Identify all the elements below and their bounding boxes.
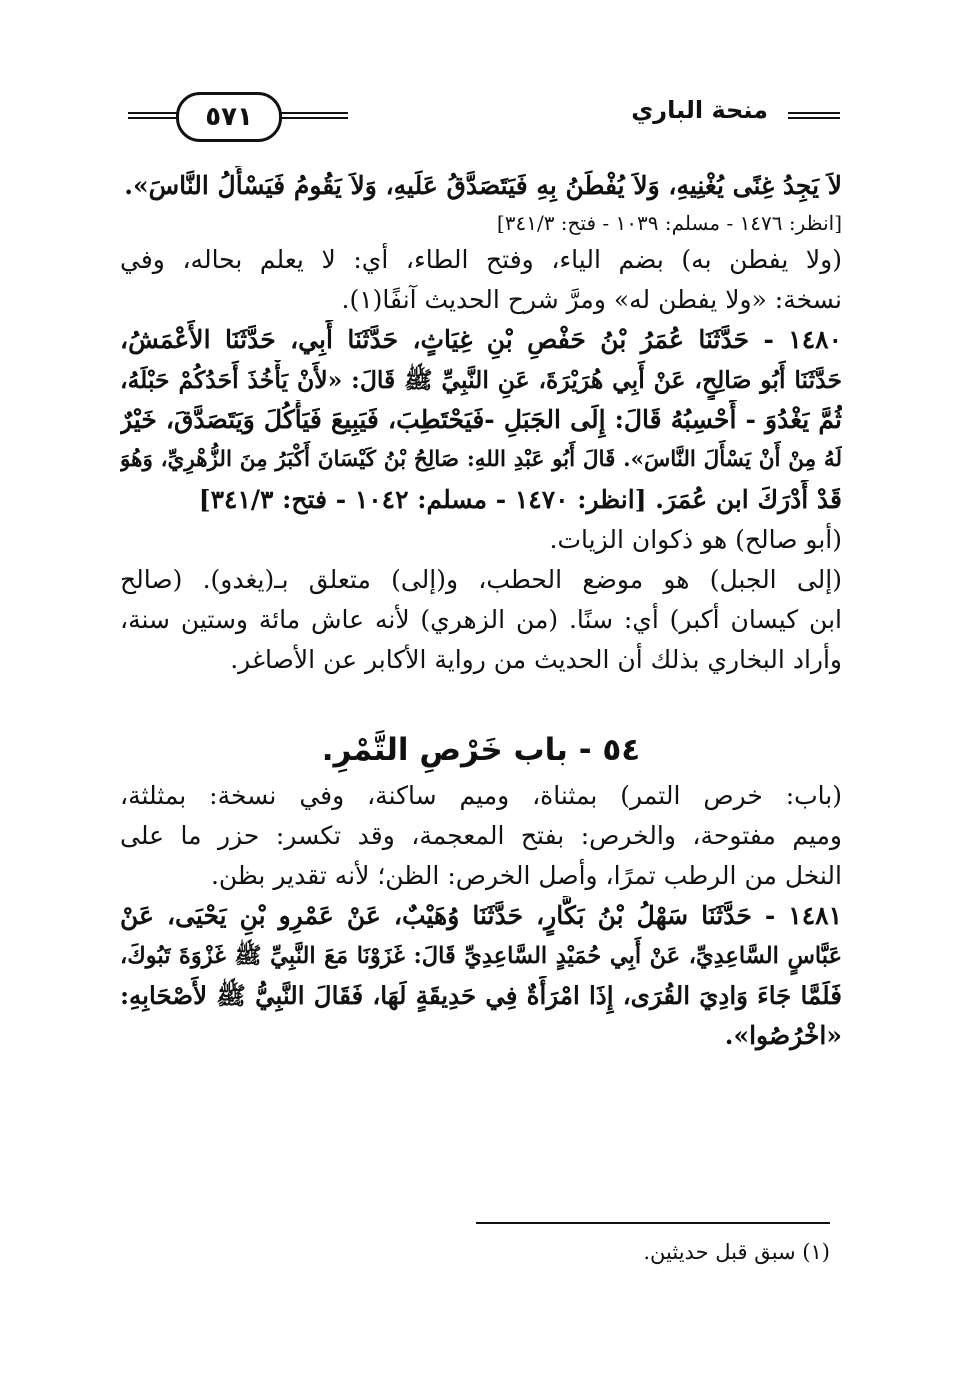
chapter-text-line: فَلَمَّا جَاءَ وَادِيَ القُرَى، إِذَا امْرَأَةٌ فِي حَدِيقَةٍ لَهَا، فَقَالَ النَّبِيُّ ﷺ لأَصْحَابِهِ:	[120, 981, 842, 1010]
text-line: لَهُ مِنْ أَنْ يَسْأَلَ النَّاسَ». قَالَ أَبُو عَبْدِ اللهِ: صَالِحُ بْنُ كَيْسَانَ أَكْبَرُ مِنَ الزُّهْرِيِّ، وَهُوَ	[120, 447, 842, 472]
page-number-badge	[176, 92, 282, 142]
text-line: ثُمَّ يَغْدُوَ - أَحْسِبُهُ قَالَ: إِلَى الجَبَلِ -فَيَحْتَطِبَ، فَيَبِيعَ فَيَأْكُلَ وَيَتَصَدَّقَ، خَيْرٌ	[120, 405, 842, 434]
header-rule-right	[788, 112, 840, 119]
text-line: ابن كيسان أكبر) أي: سنًا. (من الزهري) لأنه عاش مائة وستين سنة،	[120, 605, 842, 634]
text-line: حَدَّثَنَا أَبُو صَالِحٍ، عَنْ أَبِي هُرَيْرَةَ، عَنِ النَّبِيِّ ﷺ قَالَ: «لأَنْ يَأْخُذَ أَحَدُكُمْ حَبْلَهُ،	[120, 366, 842, 394]
text-line: (إلى الجبل) هو موضع الحطب، و(إلى) متعلق بـ(يغدو). (صالح	[120, 565, 842, 594]
text-line: (أبو صالح) هو ذكوان الزيات.	[549, 525, 842, 554]
chapter-text-line: وميم مفتوحة، والخرص: بفتح المعجمة، وقد تكسر: حزر ما على	[120, 821, 842, 850]
text-line: نسخة: «ولا يفطن له» ومرَّ شرح الحديث آنفًا(١).	[341, 285, 842, 314]
chapter-text-line: عَبَّاسٍ السَّاعِدِيِّ، عَنْ أَبِي حُمَيْدٍ السَّاعِدِيِّ قَالَ: غَزَوْنَا مَعَ النَّبِيِّ ﷺ غَزْوَةَ تَبُوكَ،	[120, 943, 842, 969]
text-line: وأراد البخاري بذلك أن الحديث من رواية الأكابر عن الأصاغر.	[230, 645, 842, 674]
header-rule-left	[128, 112, 180, 119]
page-body	[120, 166, 842, 1056]
section-spacer	[120, 680, 842, 724]
footnote-divider	[476, 1222, 830, 1224]
text-line: ١٤٨٠ - حَدَّثَنَا عُمَرُ بْنُ حَفْصِ بْنِ غِيَاثٍ، حَدَّثَنَا أَبِي، حَدَّثَنَا الأَعْمَشُ،	[120, 325, 842, 354]
chapter-text-line: «اخْرُصُوا».	[724, 1021, 842, 1050]
running-title: منحة الباري	[631, 96, 768, 124]
chapter-text-line: ١٤٨١ - حَدَّثَنَا سَهْلُ بْنُ بَكَّارٍ، حَدَّثَنَا وُهَيْبٌ، عَنْ عَمْرِو بْنِ يَحْيَى، عَنْ	[120, 901, 842, 930]
chapter-section	[120, 776, 842, 1056]
text-line: [انظر: ١٤٧٦ - مسلم: ١٠٣٩ - فتح: ٣٤١/٣]	[496, 211, 842, 235]
page-number: ٥٧١	[205, 102, 253, 132]
chapter-text-line: (باب: خرص التمر) بمثناة، وميم ساكنة، وفي نسخة: بمثلثة،	[120, 781, 842, 810]
footnote: (١) سبق قبل حديثين.	[643, 1240, 830, 1264]
text-line: (ولا يفطن به) بضم الياء، وفتح الطاء، أي: لا يعلم بحاله، وفي	[120, 245, 842, 274]
text-line: لاَ يَجِدُ غِنًى يُغْنِيهِ، وَلاَ يُفْطَنُ بِهِ فَيَتَصَدَّقُ عَلَيهِ، وَلاَ يَقُومُ فَيَسْأَلُ النَّاسَ».	[124, 171, 842, 200]
page-header	[128, 88, 840, 146]
text-line: قَدْ أَدْرَكَ ابن عُمَرَ. [انظر: ١٤٧٠ - مسلم: ١٠٤٢ - فتح: ٣٤١/٣]	[198, 485, 842, 514]
commentary-section	[120, 166, 842, 680]
chapter-text-line: النخل من الرطب تمرًا، وأصل الخرص: الظن؛ لأنه تقدير بظن.	[210, 861, 842, 890]
chapter-heading: ٥٤ - باب خَرْصِ التَّمْرِ.	[321, 732, 641, 768]
